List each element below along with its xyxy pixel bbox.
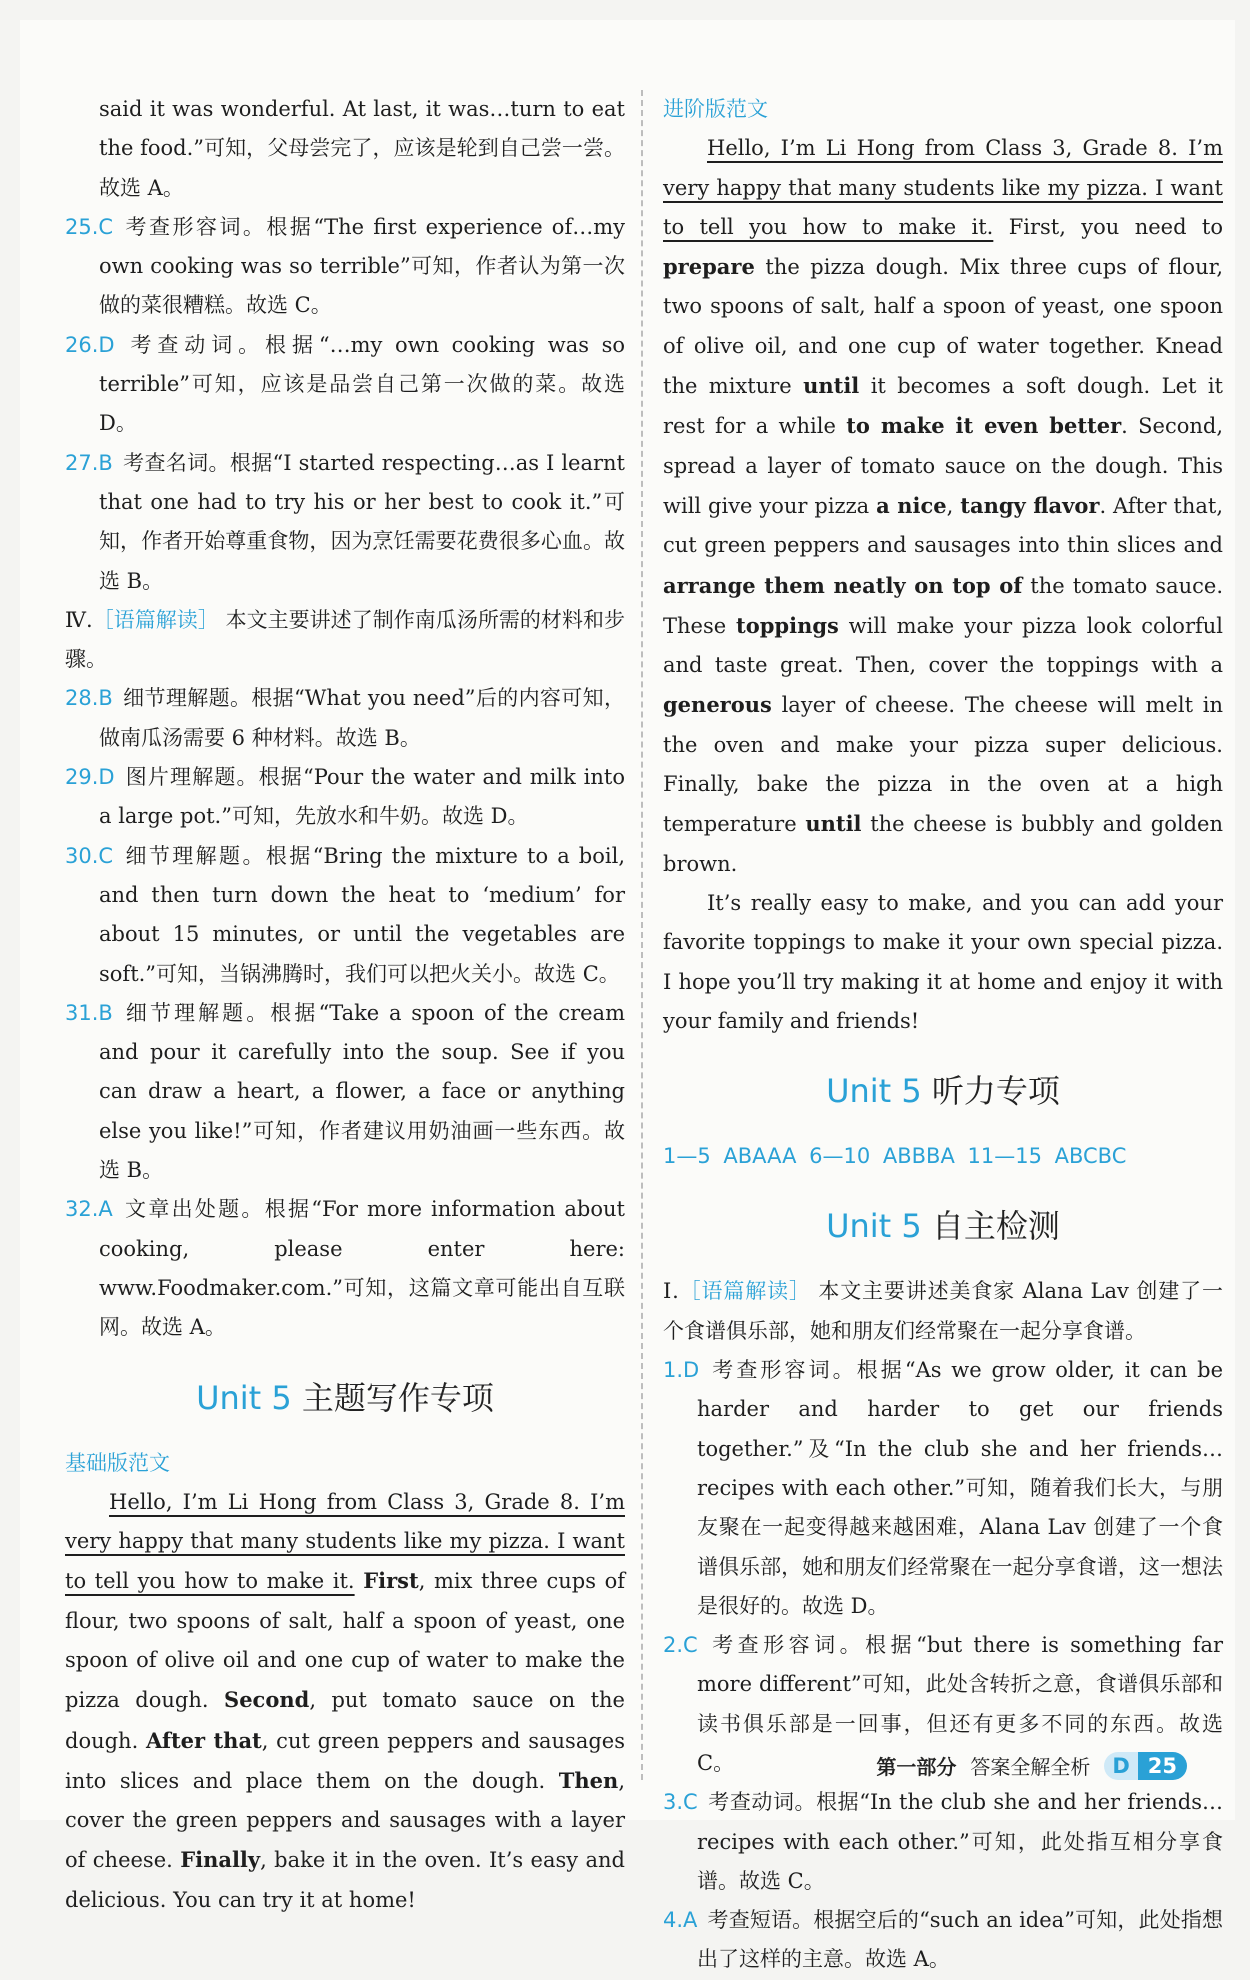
keyword: First [363,1568,419,1594]
section-text: 本文主要讲述美食家 Alana Lav 创建了一个食谱俱乐部，她和朋友们经常聚在一起分享食谱。 [663,1279,1223,1343]
answer-3 [663,1783,1223,1901]
keyword: generous [663,692,772,718]
badge-letter: D [1104,1752,1137,1780]
essay-text: layer of cheese. The cheese will melt in the oven and make your pizza super delicious. Finally, bake the pizza in the oven at a high temperature [663,693,1223,837]
section-roman: Ⅳ. [65,607,93,632]
underlined-intro: Hello, I’m Li Hong from Class 3, Grade 8. I’m very happy that many students like my pizza. I want to tell you how to make it. [65,1489,625,1594]
essay-text: , bake it in the oven. It’s easy and delicious. You can try it at home! [65,1848,625,1912]
answer-text: 图片理解题。根据“Pour the water and milk into a large pot.”可知，先放水和牛奶。故选 D。 [99,765,625,829]
right-column [663,90,1223,1980]
essay-text: will make your pizza look colorful and taste great. Then, cover the toppings with a [663,613,1224,678]
essay-text: the cheese is bubbly and golden brown. [663,812,1223,876]
basic-essay-label: 基础版范文 [65,1450,170,1475]
left-column [65,90,625,1920]
heading-title: 自主检测 [931,1207,1060,1246]
listening-heading [663,1059,1223,1123]
answer-number: 27.B [65,450,113,475]
answer-text: 考查形容词。根据“but there is something far more different”可知，此处含转折之意，食谱俱乐部和读书俱乐部是一回事，但还有更多不同的东西。故选 C。 [697,1633,1223,1775]
basic-essay [65,1483,625,1920]
advanced-essay-label: 进阶版范文 [663,97,768,121]
essay-text: , cover the green peppers and sausages with a layer of cheese. [65,1768,625,1873]
keyword: until [805,811,862,837]
footer-desc: 答案全解全析 [970,1755,1091,1779]
answer-number: 1.D [663,1358,700,1383]
answer-number: 3.C [663,1790,698,1815]
answer-number: 26.D [65,332,115,357]
answer-27 [65,444,625,601]
answer-text: 细节理解题。根据“Take a spoon of the cream and pour it carefully into the soup. See if you can draw a heart, a flower, a face or anything else you like!”可知，作者建议用奶油画一些东西。故选 B。 [99,1000,625,1183]
unit-label: Unit 5 [826,1207,922,1246]
answer-number: 29.D [65,765,115,790]
essay-text: First, you need to [993,214,1223,239]
answer-text: 文章出处题。根据“For more information about cooking, please enter here: www.Foodmaker.com.”可知，这篇文章可能出自互联网。故选 A。 [99,1197,625,1340]
answer-26 [65,326,625,444]
answer-number: 28.B [65,686,113,711]
section-tag: ［语篇解读］ [92,607,219,632]
keyword: Then [558,1767,619,1793]
page-footer [876,1751,1187,1780]
answer-text: 考查动词。根据“In the club she and her friends…recipes with each other.”可知，此处指互相分享食谱。故选 C。 [697,1790,1223,1893]
answer-text: 细节理解题。根据“Bring the mixture to a boil, and then turn down the heat to ‘medium’ for about 15 minutes, or until the vegetables are soft.”可知，当锅沸腾时，我们可以把火关小。故选 C。 [99,843,625,986]
keyword: arrange them neatly on top of [663,572,1023,598]
answer-32 [65,1190,625,1347]
heading-title: 主题写作专项 [301,1378,494,1417]
answer-text: 考查短语。根据空后的“such an idea”可知，此处指想出了这样的主意。故选 A。 [697,1908,1223,1972]
answer-number: 25.C [65,214,114,239]
answer-30 [65,837,625,994]
unit-label: Unit 5 [826,1072,922,1111]
answer-4 [663,1901,1223,1980]
listening-answers: 1—5 ABAAA 6—10 ABBBA 11—15 ABCBC [663,1144,1127,1169]
keyword: until [803,373,860,399]
section-tag: ［语篇解读］ [678,1279,811,1304]
essay-text: the pizza dough. Mix three cups of flour, two spoons of salt, half a spoon of yeast, one spoon of olive oil, and one cup of water together. Knead the mixture [663,255,1223,399]
answer-number: 32.A [65,1197,113,1222]
keyword: to make it even better [846,413,1122,439]
page-badge [1104,1752,1187,1780]
section-text: 本文主要讲述了制作南瓜汤所需的材料和步骤。 [65,607,625,672]
essay-text: . Second, spread a layer of tomato sauce on the dough. This will give your pizza [663,414,1223,518]
advanced-essay-p2: It’s really easy to make, and you can add your favorite toppings to make it your own special pizza. I hope you’ll try making it at home and enjoy it with your family and friends! [663,890,1223,1033]
answer-28 [65,679,625,758]
page-number: 25 [1138,1752,1187,1780]
page [20,20,1235,1972]
underlined-intro: Hello, I’m Li Hong from Class 3, Grade 8. I’m very happy that many students like my pizza. I want to tell you how to make it. [663,136,1223,239]
essay-text: , put tomato sauce on the dough. [65,1688,625,1753]
answer-31 [65,994,625,1190]
answer-25 [65,208,625,326]
test-heading [663,1194,1223,1258]
essay-text: , mix three cups of flour, two spoons of salt, half a spoon of yeast, one spoon of olive oil and one cup of water to make the pizza dough. [65,1569,625,1713]
essay-text: the tomato sauce. These [663,573,1223,638]
unit-label: Unit 5 [196,1378,292,1417]
essay-text: . After that, cut green peppers and sausages into thin slices and [663,493,1224,558]
keyword: tangy flavor [960,492,1100,518]
keyword: After that [146,1727,262,1753]
keyword: Second [224,1687,310,1713]
answer-29 [65,758,625,837]
answer-1 [663,1351,1223,1626]
answer-text: 细节理解题。根据“What you need”后的内容可知，做南瓜汤需要 6 种材料。故选 B。 [99,686,625,750]
answer-text: 考查动词。根据“…my own cooking was so terrible”可知，应该是品尝自己第一次做的菜。故选 D。 [99,332,625,436]
answer-number: 2.C [663,1633,698,1658]
heading-title: 听力专项 [931,1072,1060,1111]
answer-number: 31.B [65,1000,113,1025]
section-i [663,1272,1223,1351]
answer-text: 考查形容词。根据“As we grow older, it can be harder and harder to get our friends together.”及“In the club she and her friends…recipes with each other.”可知，随着我们长大，与朋友聚在一起变得越来越困难，Alana Lav 创建了一个食谱俱乐部，她和朋友们经常聚在一起分享食谱，这一想法是很好的。故选 D。 [697,1358,1223,1618]
keyword: prepare [663,254,755,280]
answer-number: 4.A [663,1908,698,1933]
answer-text: 考查名词。根据“I started respecting…as I learnt that one had to try his or her best to cook it.”可知，作者开始尊重食物，因为烹饪需要花费很多心血。故选 B。 [99,450,625,593]
section-iv [65,601,625,680]
advanced-essay [663,129,1223,884]
footer-part: 第一部分 [876,1755,957,1779]
answer-text: 考查形容词。根据“The first experience of…my own cooking was so terrible”可知，作者认为第一次做的菜很糟糕。故选 C。 [99,214,625,318]
keyword: toppings [736,612,839,638]
keyword: a nice [876,492,947,518]
section-roman: Ⅰ. [663,1279,679,1304]
writing-heading [65,1366,625,1430]
essay-text: , [946,493,961,518]
essay-text: , cut green peppers and sausages into slices and place them on the dough. [65,1728,625,1793]
answer-number: 30.C [65,843,114,868]
keyword: Finally [180,1847,261,1873]
essay-text: it becomes a soft dough. Let it rest for a while [663,374,1223,439]
continued-text: said it was wonderful. At last, it was…turn to eat the food.”可知，父母尝完了，应该是轮到自己尝一尝。故选 A。 [99,97,625,200]
column-divider [641,90,643,1780]
